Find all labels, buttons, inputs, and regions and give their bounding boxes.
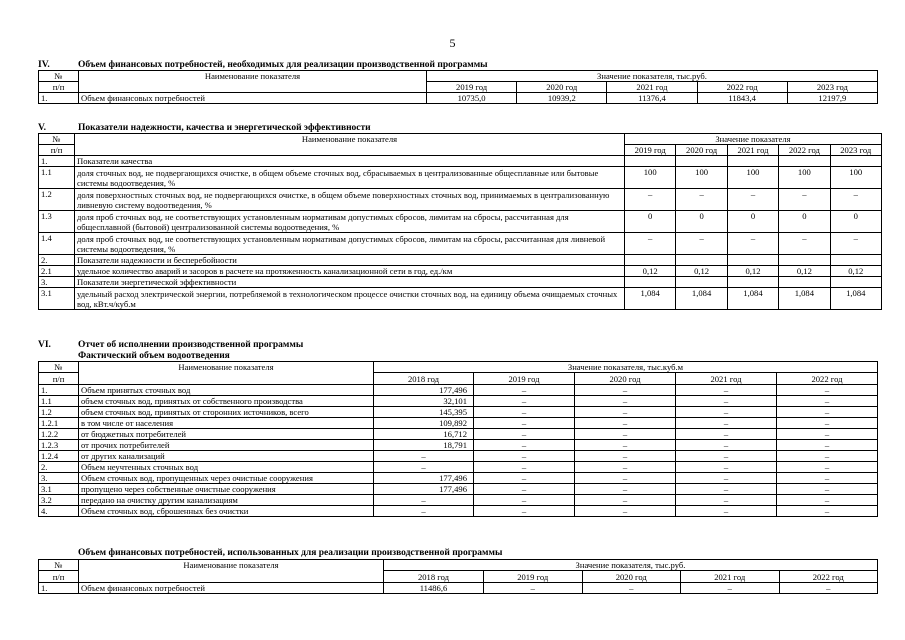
row-value: 109,892 (374, 418, 474, 429)
row-number: 3. (39, 473, 79, 484)
row-value: 18,791 (374, 440, 474, 451)
col-no-header: № (39, 560, 79, 571)
section-number: IV. (38, 60, 50, 70)
row-value: – (777, 429, 878, 440)
row-name: удельный расход электрической энергии, потребляемой в технологическом процессе очистки сточных вод, на единицу объема очищаемых сточных вод, кВт.ч/куб.м (75, 288, 625, 310)
col-name-header: Наименование показателя (79, 71, 427, 93)
row-value: 11376,4 (607, 93, 697, 104)
year-header: 2019 год (625, 145, 676, 156)
col-value-header: Значение показателя (625, 134, 882, 145)
year-header: 2018 год (384, 571, 484, 583)
year-header: 2022 год (777, 373, 878, 385)
row-value: – (575, 473, 676, 484)
row-value: – (474, 506, 575, 517)
row-value: – (777, 495, 878, 506)
row-value: – (777, 451, 878, 462)
row-value: 100 (625, 167, 676, 189)
row-value: – (676, 506, 777, 517)
row-value: 0 (830, 211, 881, 233)
section-6-heading (38, 340, 303, 350)
col-value-header: Значение показателя, тыс.руб. (384, 560, 878, 571)
row-value: 100 (830, 167, 881, 189)
row-value: – (676, 473, 777, 484)
table-row (39, 451, 878, 462)
row-number: 3.2 (39, 495, 79, 506)
col-no-header: № (39, 362, 79, 373)
section-number: V. (38, 123, 47, 133)
row-value: – (777, 440, 878, 451)
table-row (39, 233, 882, 255)
row-number: 1.1 (39, 167, 75, 189)
row-value: – (474, 451, 575, 462)
wastewater-volume-table (38, 361, 878, 517)
row-value: – (575, 462, 676, 473)
row-name: Объем неучтенных сточных вод (79, 462, 374, 473)
row-value: – (777, 385, 878, 396)
table-row (39, 484, 878, 495)
row-name: Объем сточных вод, сброшенных без очистки (79, 506, 374, 517)
row-value: 177,496 (374, 473, 474, 484)
row-value: 0,12 (727, 266, 778, 277)
row-value: 32,101 (374, 396, 474, 407)
table-row (39, 385, 878, 396)
year-header: 2020 год (517, 82, 607, 93)
row-value: – (830, 189, 881, 211)
year-header: 2018 год (374, 373, 474, 385)
row-value: – (681, 583, 780, 594)
page-number: 5 (449, 36, 456, 50)
row-value: 11843,4 (697, 93, 787, 104)
row-number: 1.2 (39, 189, 75, 211)
row-name: передано на очистку другим канализациям (79, 495, 374, 506)
row-number: 1. (39, 583, 79, 594)
row-name: в том числе от населения (79, 418, 374, 429)
row-number: 3.1 (39, 484, 79, 495)
row-value: – (676, 429, 777, 440)
row-value: – (374, 506, 474, 517)
row-value: – (676, 462, 777, 473)
row-value: 12197,9 (787, 93, 877, 104)
year-header: 2021 год (727, 145, 778, 156)
year-header: 2023 год (787, 82, 877, 93)
year-header: 2022 год (697, 82, 787, 93)
row-name: доля проб сточных вод, не соответствующих установленным нормативам допустимых сбросов, лимитам на сбросы, рассчитанная для общесплавной (бытовой) централизованной системы водоотведения, % (75, 211, 625, 233)
table-row (39, 396, 878, 407)
row-value: – (727, 189, 778, 211)
financial-used-table (38, 559, 878, 594)
section-title: Объем финансовых потребностей, необходимых для реализации производственной программы (78, 60, 488, 70)
row-value: – (374, 462, 474, 473)
year-header: 2022 год (779, 145, 830, 156)
table-row (39, 583, 878, 594)
row-name: Объем финансовых потребностей (79, 583, 384, 594)
col-no-header-2: п/п (39, 373, 79, 385)
row-value: 11486,6 (384, 583, 484, 594)
row-name: доля сточных вод, не подвергающихся очистке, в общем объеме сточных вод, сбрасываемых в централизованные общесплавные или бытовые системы водоотведения, % (75, 167, 625, 189)
row-value: 1,084 (830, 288, 881, 310)
year-header: 2020 год (582, 571, 681, 583)
row-number: 1.1 (39, 396, 79, 407)
row-value: – (474, 440, 575, 451)
col-no-header-2: п/п (39, 145, 75, 156)
col-no-header: № (39, 71, 79, 82)
row-name: Показатели энергетической эффективности (75, 277, 625, 288)
table-row (39, 277, 882, 288)
col-name-header: Наименование показателя (79, 362, 374, 385)
row-value: – (676, 396, 777, 407)
row-number: 2. (39, 255, 75, 266)
table-row (39, 462, 878, 473)
row-value: – (779, 189, 830, 211)
row-value: – (575, 451, 676, 462)
row-name: удельное количество аварий и засоров в расчете на протяженность канализационной сети в год, ед./км (75, 266, 625, 277)
table-row (39, 473, 878, 484)
row-value: – (676, 418, 777, 429)
row-value: – (676, 407, 777, 418)
col-no-header: № (39, 134, 75, 145)
row-value: – (676, 189, 727, 211)
table-row (39, 495, 878, 506)
row-value: – (676, 484, 777, 495)
row-value: 0 (727, 211, 778, 233)
row-value: – (374, 451, 474, 462)
section-5-heading (38, 123, 371, 133)
row-number: 1. (39, 93, 79, 104)
row-number: 1.2 (39, 407, 79, 418)
col-value-header: Значение показателя, тыс.руб. (427, 71, 878, 82)
row-value: 10939,2 (517, 93, 607, 104)
row-number: 1.2.4 (39, 451, 79, 462)
table-row (39, 288, 882, 310)
row-name: от прочих потребителей (79, 440, 374, 451)
row-value: 1,084 (625, 288, 676, 310)
row-value: – (777, 462, 878, 473)
row-value: – (676, 233, 727, 255)
row-value: 0,12 (625, 266, 676, 277)
section-4-heading (38, 60, 488, 70)
reliability-indicators-table (38, 133, 882, 310)
section-number: VI. (38, 340, 51, 350)
row-number: 1.2.3 (39, 440, 79, 451)
row-value: – (575, 396, 676, 407)
year-header: 2021 год (676, 373, 777, 385)
row-value: – (777, 506, 878, 517)
row-value: 0,12 (676, 266, 727, 277)
row-value: – (474, 484, 575, 495)
row-number: 3.1 (39, 288, 75, 310)
row-value: – (474, 407, 575, 418)
row-value: 0 (676, 211, 727, 233)
row-value: 0 (625, 211, 676, 233)
table-row (39, 440, 878, 451)
row-name: объем сточных вод, принятых от собственного производства (79, 396, 374, 407)
row-name: Показатели надежности и бесперебойности (75, 255, 625, 266)
table-row (39, 429, 878, 440)
row-value: – (374, 495, 474, 506)
row-value: 177,496 (374, 484, 474, 495)
year-header: 2019 год (484, 571, 583, 583)
row-value: 1,084 (676, 288, 727, 310)
year-header: 2023 год (830, 145, 881, 156)
year-header: 2019 год (474, 373, 575, 385)
row-value: – (575, 407, 676, 418)
row-number: 1.2.2 (39, 429, 79, 440)
table-row (39, 189, 882, 211)
row-number: 1.4 (39, 233, 75, 255)
row-value: – (474, 418, 575, 429)
row-number: 2.1 (39, 266, 75, 277)
row-value: – (777, 396, 878, 407)
row-value: – (676, 385, 777, 396)
col-value-header: Значение показателя, тыс.куб.м (374, 362, 878, 373)
section-6-subtitle: Фактический объем водоотведения (78, 351, 230, 361)
row-name: Показатели качества (75, 156, 625, 167)
row-value: 0,12 (830, 266, 881, 277)
year-header: 2020 год (575, 373, 676, 385)
year-header: 2021 год (607, 82, 697, 93)
row-value: – (575, 440, 676, 451)
row-value: – (676, 495, 777, 506)
row-value: – (474, 396, 575, 407)
row-value: – (777, 484, 878, 495)
row-number: 3. (39, 277, 75, 288)
table-row (39, 156, 882, 167)
row-value: – (474, 495, 575, 506)
row-value: 1,084 (727, 288, 778, 310)
row-value: 0 (779, 211, 830, 233)
row-value: – (474, 473, 575, 484)
col-name-header: Наименование показателя (79, 560, 384, 583)
row-name: пропущено через собственные очистные сооружения (79, 484, 374, 495)
row-value: – (575, 385, 676, 396)
table-row (39, 211, 882, 233)
row-value: 10735,0 (427, 93, 517, 104)
row-value: – (575, 484, 676, 495)
section-7-heading: Объем финансовых потребностей, использованных для реализации производственной программы (78, 548, 503, 558)
row-value: – (727, 233, 778, 255)
row-number: 1.3 (39, 211, 75, 233)
row-value: – (575, 418, 676, 429)
row-value: – (474, 429, 575, 440)
row-name: доля поверхностных сточных вод, не подвергающихся очистке, в общем объеме поверхностных сточных вод, принимаемых в централизованную ливневую систему водоотведения, % (75, 189, 625, 211)
table-row (39, 407, 878, 418)
row-value: – (676, 440, 777, 451)
row-name: объем сточных вод, принятых от сторонних источников, всего (79, 407, 374, 418)
row-value: – (830, 233, 881, 255)
section-title: Отчет об исполнении производственной программы (78, 340, 304, 350)
row-number: 1. (39, 385, 79, 396)
financial-needs-table (38, 70, 878, 104)
row-number: 2. (39, 462, 79, 473)
row-value: – (575, 506, 676, 517)
row-value: – (777, 418, 878, 429)
row-value: – (474, 462, 575, 473)
col-no-header-2: п/п (39, 82, 79, 93)
year-header: 2022 год (779, 571, 878, 583)
row-number: 1.2.1 (39, 418, 79, 429)
table-row (39, 93, 878, 104)
row-number: 4. (39, 506, 79, 517)
row-value: 100 (676, 167, 727, 189)
section-title: Показатели надежности, качества и энергетической эффективности (78, 123, 371, 133)
table-row (39, 255, 882, 266)
row-value: 0,12 (779, 266, 830, 277)
row-value: – (779, 583, 878, 594)
row-name: доля проб сточных вод, не соответствующих установленным нормативам допустимых сбросов, лимитам на сбросы, рассчитанная для ливневой системы водоотведения, % (75, 233, 625, 255)
row-name: Объем принятых сточных вод (79, 385, 374, 396)
row-name: от других канализаций (79, 451, 374, 462)
row-value: 1,084 (779, 288, 830, 310)
row-value: 145,395 (374, 407, 474, 418)
row-value: – (484, 583, 583, 594)
year-header: 2021 год (681, 571, 780, 583)
row-value: – (777, 473, 878, 484)
year-header: 2020 год (676, 145, 727, 156)
row-value: – (575, 429, 676, 440)
table-row (39, 506, 878, 517)
row-value: – (474, 385, 575, 396)
row-value: 177,496 (374, 385, 474, 396)
row-value: – (779, 233, 830, 255)
row-value: – (625, 233, 676, 255)
table-row (39, 266, 882, 277)
table-row (39, 418, 878, 429)
row-value: – (575, 495, 676, 506)
row-value: – (676, 451, 777, 462)
row-name: Объем сточных вод, пропущенных через очистные сооружения (79, 473, 374, 484)
col-name-header: Наименование показателя (75, 134, 625, 156)
col-no-header-2: п/п (39, 571, 79, 583)
row-number: 1. (39, 156, 75, 167)
row-value: – (582, 583, 681, 594)
row-name: Объем финансовых потребностей (79, 93, 427, 104)
row-value: – (777, 407, 878, 418)
row-value: – (625, 189, 676, 211)
year-header: 2019 год (427, 82, 517, 93)
table-row (39, 167, 882, 189)
row-name: от бюджетных потребителей (79, 429, 374, 440)
row-value: 100 (779, 167, 830, 189)
row-value: 100 (727, 167, 778, 189)
row-value: 16,712 (374, 429, 474, 440)
